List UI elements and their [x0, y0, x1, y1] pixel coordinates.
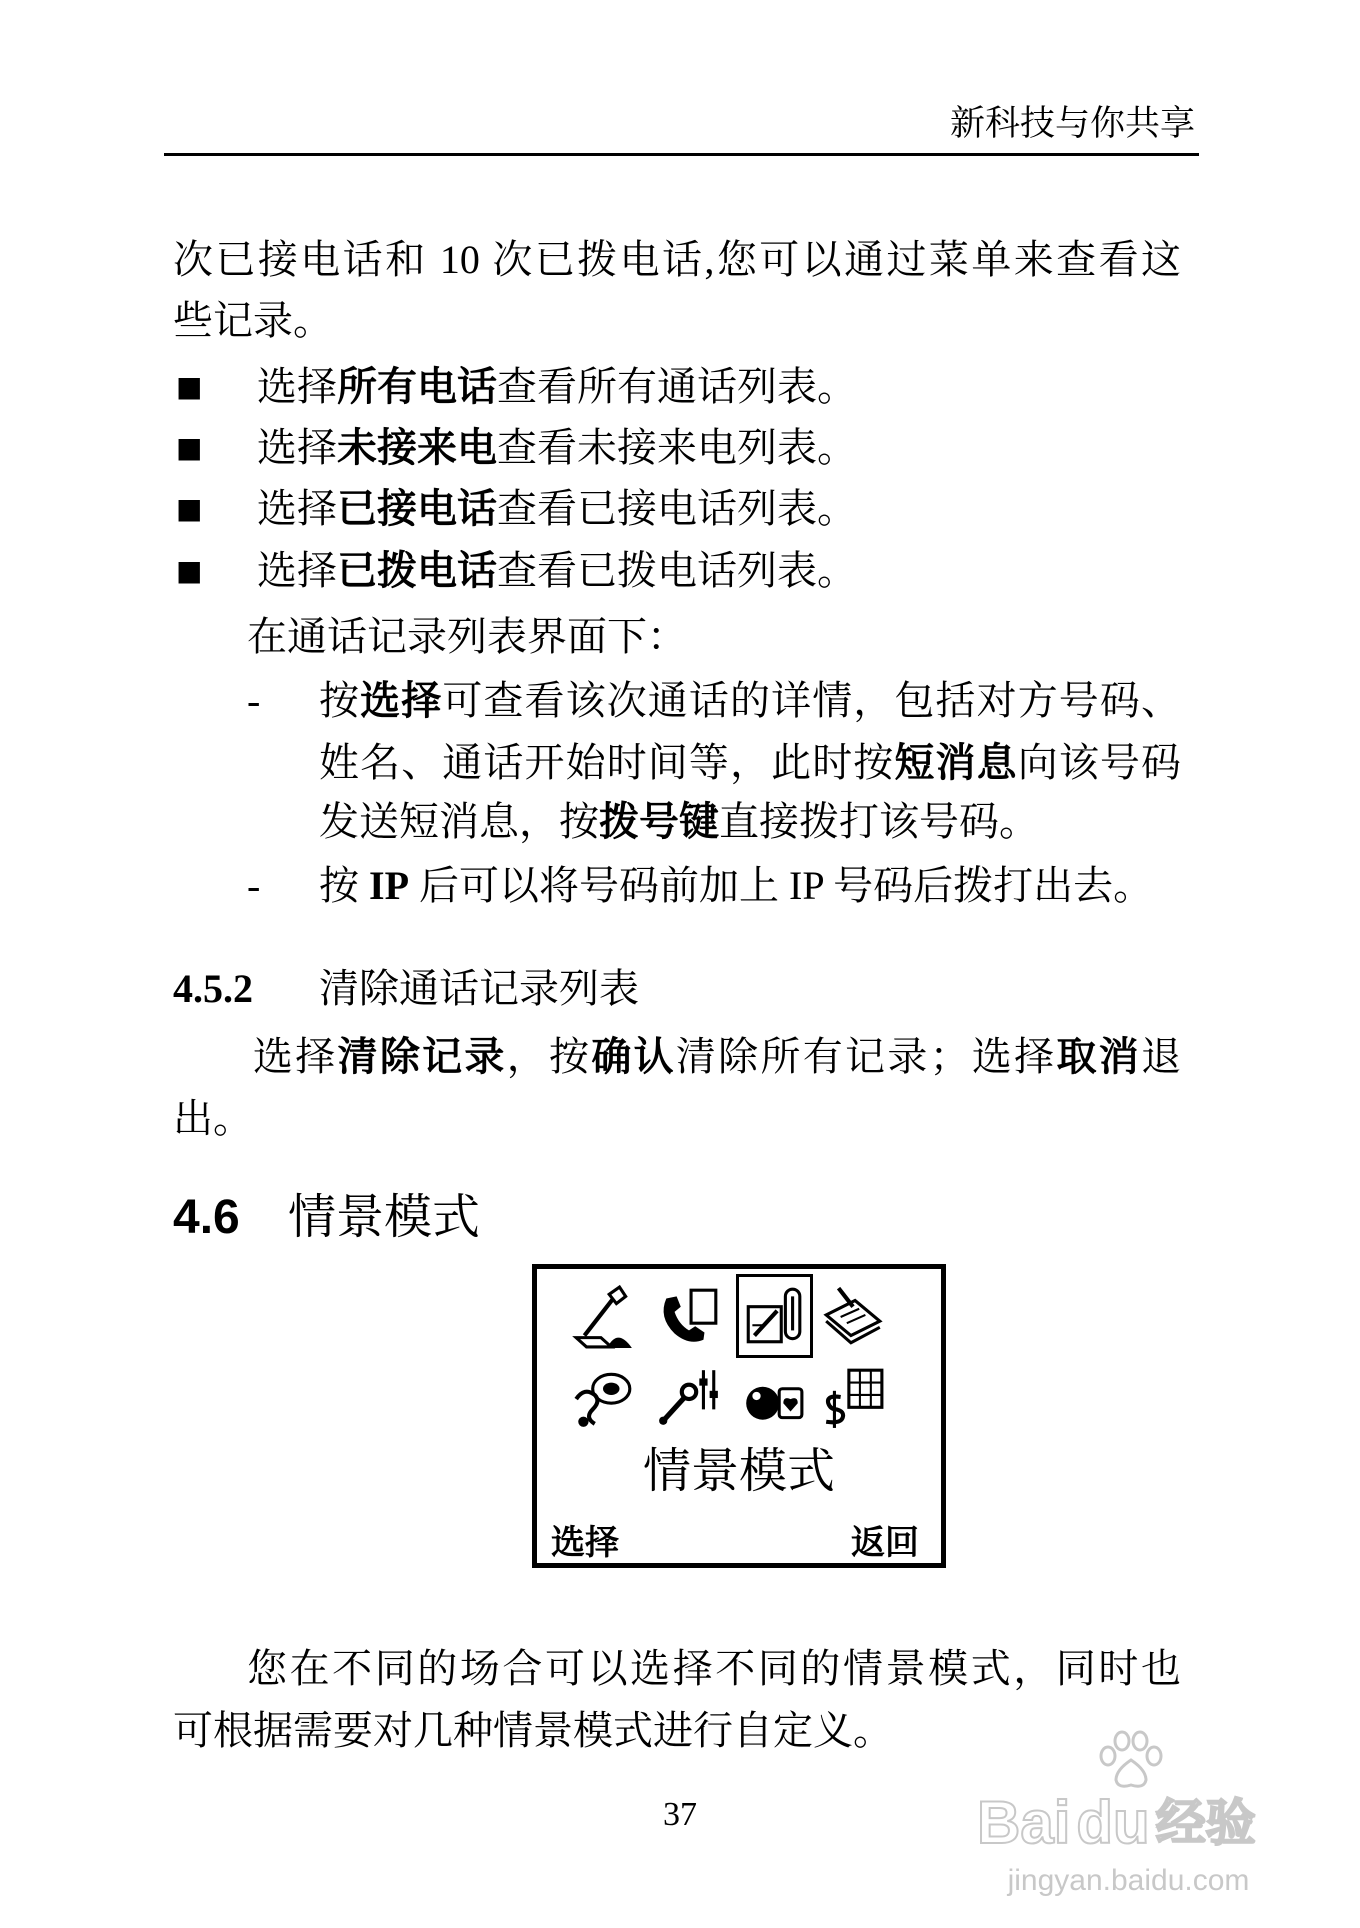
watermark-logo-text: du	[1076, 1789, 1150, 1856]
paragraph-text: ，按	[506, 1034, 592, 1079]
right-softkey-label: 返回	[851, 1523, 919, 1563]
action-emphasis: 短消息	[894, 740, 1018, 785]
action-text: 发送短消息，按	[319, 799, 599, 844]
baidu-jingyan-watermark-logo	[977, 1784, 1256, 1858]
square-bullet-icon: ■	[176, 431, 203, 464]
message-pen-icon	[570, 1284, 636, 1350]
list-item-text: 查看未接来电列表。	[497, 425, 857, 470]
watermark-logo-text: Bai	[977, 1789, 1071, 1856]
action-text: 按	[319, 863, 369, 908]
list-item-text: 查看已接电话列表。	[497, 486, 857, 531]
action-emphasis: 拨号键	[599, 799, 719, 844]
watermark-url: jingyan.baidu.com	[1007, 1864, 1250, 1897]
dash-bullet: -	[247, 678, 261, 723]
list-item	[257, 484, 857, 534]
action-text: 向该号码	[1017, 740, 1182, 785]
list-item-text: 选择	[257, 548, 337, 593]
list-item-text: 选择	[257, 486, 337, 531]
square-bullet-icon: ■	[176, 554, 203, 587]
list-screen-note: 在通话记录列表界面下：	[247, 614, 687, 659]
page-number: 37	[663, 1796, 697, 1833]
header-rule	[164, 153, 1199, 156]
screen-title: 情景模式	[642, 1443, 835, 1499]
running-header: 新科技与你共享	[949, 104, 1195, 143]
action-text: 后可以将号码前加上 IP 号码后拨打出去。	[409, 863, 1154, 908]
list-item-text: 查看所有通话列表。	[497, 364, 857, 409]
square-bullet-icon: ■	[176, 492, 203, 525]
entertainment-ball-icon	[740, 1364, 806, 1430]
section-paragraph-line: 您在不同的场合可以选择不同的情景模式，同时也	[247, 1646, 1181, 1691]
paragraph-emphasis: 清除记录	[337, 1034, 507, 1079]
section-title: 情景模式	[288, 1191, 481, 1244]
square-bullet-icon: ■	[176, 370, 203, 403]
section-number-text: 4.5.2	[173, 966, 253, 1011]
profile-icon	[740, 1284, 806, 1350]
settings-wrench-icon	[656, 1364, 722, 1430]
intro-line: 次已接电话和 10 次已拨电话,您可以通过菜单来查看这	[173, 237, 1181, 282]
section-number	[173, 964, 253, 1014]
section-paragraph-line	[253, 1032, 1181, 1082]
section-number: 4.6	[173, 1191, 240, 1244]
list-item	[257, 546, 857, 596]
tools-grid-icon	[820, 1364, 886, 1430]
phonebook-icon	[820, 1284, 886, 1350]
list-item-emphasis: 所有电话	[337, 364, 497, 409]
list-item-text: 查看已拨电话列表。	[497, 548, 857, 593]
paragraph-emphasis: 确认	[591, 1034, 676, 1079]
paragraph-emphasis: 取消	[1056, 1034, 1142, 1079]
section-paragraph-line: 出。	[173, 1096, 253, 1141]
list-item	[257, 362, 857, 412]
paragraph-text: 清除所有记录；选择	[675, 1034, 1057, 1079]
list-item-emphasis: 未接来电	[337, 425, 497, 470]
action-text: 可查看该次通话的详情，包括对方号码、	[442, 678, 1182, 723]
list-item-emphasis: 已拨电话	[337, 548, 497, 593]
action-emphasis: 选择	[360, 678, 443, 723]
list-item-text: 选择	[257, 425, 337, 470]
dash-bullet: -	[247, 863, 261, 908]
action-line	[319, 861, 1153, 911]
section-paragraph-line: 可根据需要对几种情景模式进行自定义。	[173, 1708, 893, 1753]
paw-logo-icon	[1098, 1730, 1164, 1792]
call-log-icon	[656, 1284, 722, 1350]
section-title: 清除通话记录列表	[319, 966, 639, 1011]
watermark-logo-text: 经验	[1155, 1794, 1256, 1852]
action-text: 姓名、通话开始时间等，此时按	[319, 740, 895, 785]
paragraph-text: 选择	[253, 1034, 338, 1079]
list-item	[257, 423, 857, 473]
phone-screen-illustration	[532, 1264, 946, 1568]
left-softkey-label: 选择	[551, 1523, 619, 1563]
ringtone-icon	[570, 1364, 636, 1430]
paragraph-text: 退	[1141, 1034, 1182, 1079]
action-line	[319, 676, 1181, 726]
list-item-text: 选择	[257, 364, 337, 409]
action-text: 直接拨打该号码。	[719, 799, 1039, 844]
action-line	[319, 797, 1039, 847]
list-item-emphasis: 已接电话	[337, 486, 497, 531]
action-line	[319, 738, 1181, 788]
action-emphasis: IP	[369, 863, 409, 908]
action-text: 按	[319, 678, 361, 723]
intro-line: 些记录。	[173, 298, 333, 343]
